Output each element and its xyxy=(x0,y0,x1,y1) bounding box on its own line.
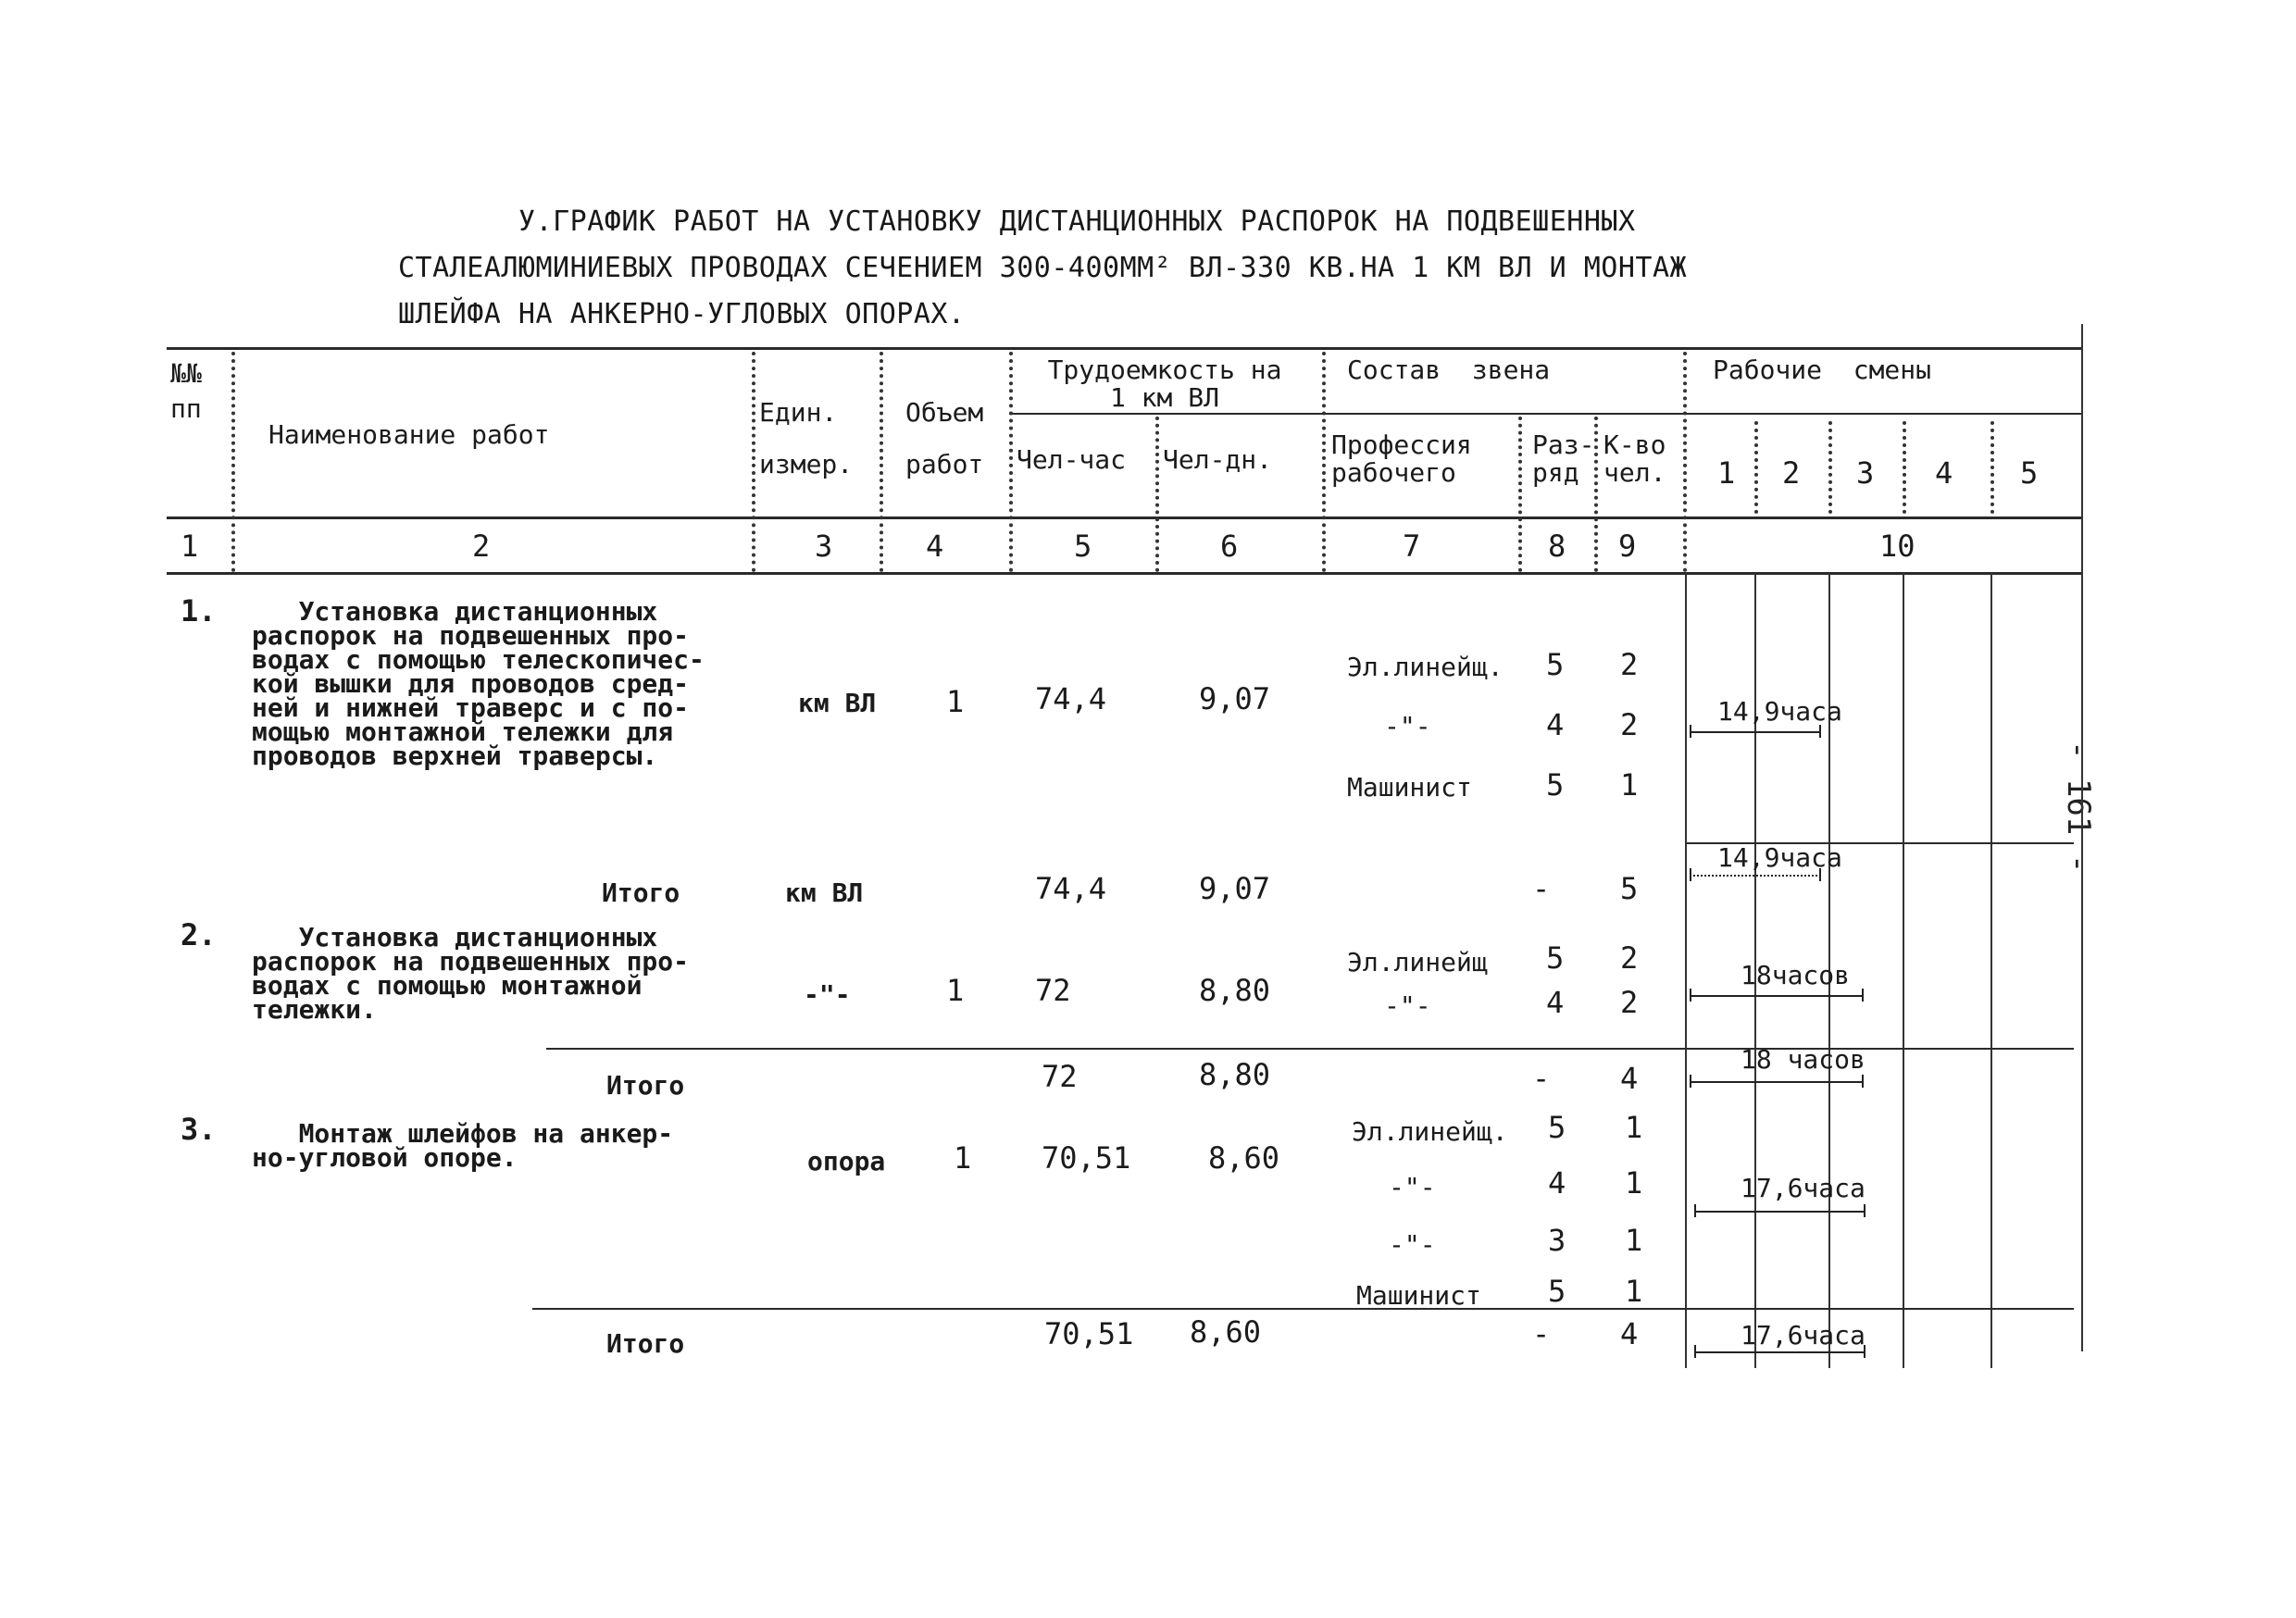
header-unit: Един. измер. xyxy=(759,397,854,479)
header-labor-group: Трудоемкость на 1 км ВЛ xyxy=(1047,355,1282,413)
col-number-2: 2 xyxy=(472,529,491,564)
row1-volume: 1 xyxy=(946,684,965,719)
row3-total-count: 4 xyxy=(1620,1316,1639,1351)
row1-crew2-count: 2 xyxy=(1620,707,1639,742)
col-number-1: 1 xyxy=(181,529,199,564)
row2-bar-label: 18часов xyxy=(1741,960,1851,990)
header-sep-5 xyxy=(1155,417,1159,572)
col-number-8: 8 xyxy=(1548,529,1566,564)
row1-man-hours: 74,4 xyxy=(1035,681,1107,716)
row3-volume: 1 xyxy=(954,1140,972,1176)
row1-crew2-profession: -"- xyxy=(1384,711,1431,741)
row1-crew1-grade: 5 xyxy=(1546,647,1565,682)
shift-col-line-4 xyxy=(1990,572,1992,1368)
row3-total-man-hours: 70,51 xyxy=(1044,1316,1134,1351)
header-volume: Объем работ xyxy=(905,397,984,479)
header-sep-1 xyxy=(231,352,235,572)
row3-crew2-profession: -"- xyxy=(1389,1172,1436,1202)
row1-num: 1. xyxy=(181,593,217,629)
shift-col-line-3 xyxy=(1903,572,1904,1368)
header-profession: Профессия рабочего xyxy=(1331,429,1472,488)
header-name: Наименование работ xyxy=(268,419,550,450)
row1-total-count: 5 xyxy=(1620,871,1639,906)
row2-crew1-grade: 5 xyxy=(1546,940,1565,976)
row1-crew2-grade: 4 xyxy=(1546,707,1565,742)
row2-crew1-count: 2 xyxy=(1620,940,1639,976)
row2-num: 2. xyxy=(181,917,217,952)
header-sep-3 xyxy=(880,352,883,572)
header-man-hours: Чел-час xyxy=(1017,444,1127,475)
row3-num: 3. xyxy=(181,1112,217,1147)
header-sep-2 xyxy=(752,352,755,572)
row1-crew3-count: 1 xyxy=(1620,767,1639,803)
row3-crew2-grade: 4 xyxy=(1548,1165,1566,1201)
header-sep-6 xyxy=(1322,352,1326,572)
header-count: К-во чел. xyxy=(1603,429,1666,488)
header-sep-8 xyxy=(1594,417,1598,572)
row3-crew3-count: 1 xyxy=(1625,1223,1643,1258)
row3-crew4-grade: 5 xyxy=(1548,1274,1566,1309)
row2-total-man-days: 8,80 xyxy=(1199,1057,1271,1092)
row3-man-days: 8,60 xyxy=(1208,1140,1280,1176)
col-number-7: 7 xyxy=(1403,529,1421,564)
row2-total-schedule-bar xyxy=(1690,1081,1864,1083)
row1-crew1-profession: Эл.линейщ. xyxy=(1347,652,1504,682)
col-number-3: 3 xyxy=(815,529,833,564)
row3-total-label: Итого xyxy=(606,1328,685,1359)
row2-total-dash: - xyxy=(1532,1061,1551,1096)
row2-total-count: 4 xyxy=(1620,1061,1639,1096)
row3-total-dash: - xyxy=(1532,1316,1551,1351)
row3-crew1-count: 1 xyxy=(1625,1110,1643,1145)
row2-crew2-grade: 4 xyxy=(1546,985,1565,1020)
row3-total-bar-label: 17,6часа xyxy=(1741,1320,1866,1350)
header-shift-3: 3 xyxy=(1856,455,1875,491)
row3-crew2-count: 1 xyxy=(1625,1165,1643,1201)
shift-sep-3 xyxy=(1903,421,1906,514)
col-number-10: 10 xyxy=(1879,529,1915,564)
header-sep-9 xyxy=(1683,352,1687,572)
header-shifts-group: Рабочие смены xyxy=(1713,355,1932,385)
row1-total-unit: км ВЛ xyxy=(785,877,864,908)
row2-crew1-profession: Эл.линейщ xyxy=(1347,947,1488,977)
header-shift-1: 1 xyxy=(1717,455,1736,491)
row2-crew2-count: 2 xyxy=(1620,985,1639,1020)
row2-man-days: 8,80 xyxy=(1199,973,1271,1008)
col-number-4: 4 xyxy=(926,529,944,564)
row3-bar-label: 17,6часа xyxy=(1741,1173,1866,1203)
row1-schedule-bar xyxy=(1690,731,1821,733)
table-top-border xyxy=(167,347,2083,350)
row1-total-dash: - xyxy=(1532,871,1551,906)
shift-sep-2 xyxy=(1828,421,1832,514)
row2-total-bar-label: 18 часов xyxy=(1741,1044,1866,1075)
row1-crew3-profession: Машинист xyxy=(1347,772,1472,803)
row2-schedule-bar xyxy=(1690,995,1864,997)
row1-total-man-days: 9,07 xyxy=(1199,871,1271,906)
shift-sep-4 xyxy=(1990,421,1994,514)
header-group-divider xyxy=(1009,413,2083,415)
title-line-3: ШЛЕЙФА НА АНКЕРНО-УГЛОВЫХ ОПОРАХ. xyxy=(398,298,966,330)
shift-sep-1 xyxy=(1754,421,1758,514)
row1-total-label: Итого xyxy=(602,877,680,908)
row3-crew4-profession: Машинист xyxy=(1356,1280,1481,1311)
row2-man-hours: 72 xyxy=(1035,973,1071,1008)
header-shift-4: 4 xyxy=(1935,455,1953,491)
header-shift-5: 5 xyxy=(2020,455,2039,491)
row3-unit: опора xyxy=(807,1146,886,1176)
col-number-5: 5 xyxy=(1074,529,1092,564)
row1-work-name: Установка дистанционных распорок на подвешенных про- водах с помощью телескопичес- кой вышки для проводов сред- ней и нижней траверс и с по- мощью монтажной тележки для проводов верхней траверсы. xyxy=(252,596,705,771)
row3-crew3-profession: -"- xyxy=(1389,1229,1436,1260)
col-number-9: 9 xyxy=(1618,529,1637,564)
row3-schedule-bar xyxy=(1694,1211,1866,1213)
row3-total-man-days: 8,60 xyxy=(1190,1314,1262,1350)
row2-work-name: Установка дистанционных распорок на подвешенных про- водах с помощью монтажной тележки. xyxy=(252,922,690,1025)
row1-total-schedule-bar xyxy=(1690,875,1821,877)
row2-crew2-profession: -"- xyxy=(1384,990,1431,1021)
row2-total-label: Итого xyxy=(606,1070,685,1101)
title-line-1: У.ГРАФИК РАБОТ НА УСТАНОВКУ ДИСТАНЦИОННЫХ РАСПОРОК НА ПОДВЕШЕННЫХ xyxy=(518,205,1636,238)
row1-total-bar-label: 14,9часа xyxy=(1717,842,1842,873)
row3-total-line xyxy=(532,1308,2074,1310)
row1-total-man-hours: 74,4 xyxy=(1035,871,1107,906)
header-shift-2: 2 xyxy=(1782,455,1801,491)
row2-unit: -"- xyxy=(804,979,851,1010)
row3-crew3-grade: 3 xyxy=(1548,1223,1566,1258)
row3-man-hours: 70,51 xyxy=(1042,1140,1131,1176)
header-bottom-border xyxy=(167,517,2083,519)
row3-crew1-profession: Эл.линейщ. xyxy=(1352,1116,1508,1147)
row3-work-name: Монтаж шлейфов на анкер- но-угловой опоре. xyxy=(252,1118,674,1173)
page-number: - 161 - xyxy=(2060,741,2097,874)
title-line-2: СТАЛЕАЛЮМИНИЕВЫХ ПРОВОДАХ СЕЧЕНИЕМ 300-400ММ² ВЛ-330 КВ.НА 1 КМ ВЛ И МОНТАЖ xyxy=(398,252,1688,284)
row1-man-days: 9,07 xyxy=(1199,681,1271,716)
row3-total-schedule-bar xyxy=(1694,1351,1866,1353)
col-number-6: 6 xyxy=(1220,529,1239,564)
row1-crew1-count: 2 xyxy=(1620,647,1639,682)
header-sep-7 xyxy=(1518,417,1522,572)
row2-total-man-hours: 72 xyxy=(1042,1059,1078,1094)
header-grade: Раз- ряд xyxy=(1532,429,1595,488)
row1-crew3-grade: 5 xyxy=(1546,767,1565,803)
header-crew-group: Состав звена xyxy=(1347,355,1551,385)
row3-crew1-grade: 5 xyxy=(1548,1110,1566,1145)
row1-unit: км ВЛ xyxy=(798,688,877,718)
shift-col-line-5 xyxy=(2081,324,2083,1351)
col-number-row-border xyxy=(167,572,2083,575)
row2-volume: 1 xyxy=(946,973,965,1008)
row3-crew4-count: 1 xyxy=(1625,1274,1643,1309)
header-num: №№ пп xyxy=(170,358,202,424)
header-sep-4 xyxy=(1009,352,1013,572)
header-man-days: Чел-дн. xyxy=(1163,444,1273,475)
shift-col-line-0 xyxy=(1685,572,1687,1368)
row1-bar-label: 14,9часа xyxy=(1717,696,1842,727)
